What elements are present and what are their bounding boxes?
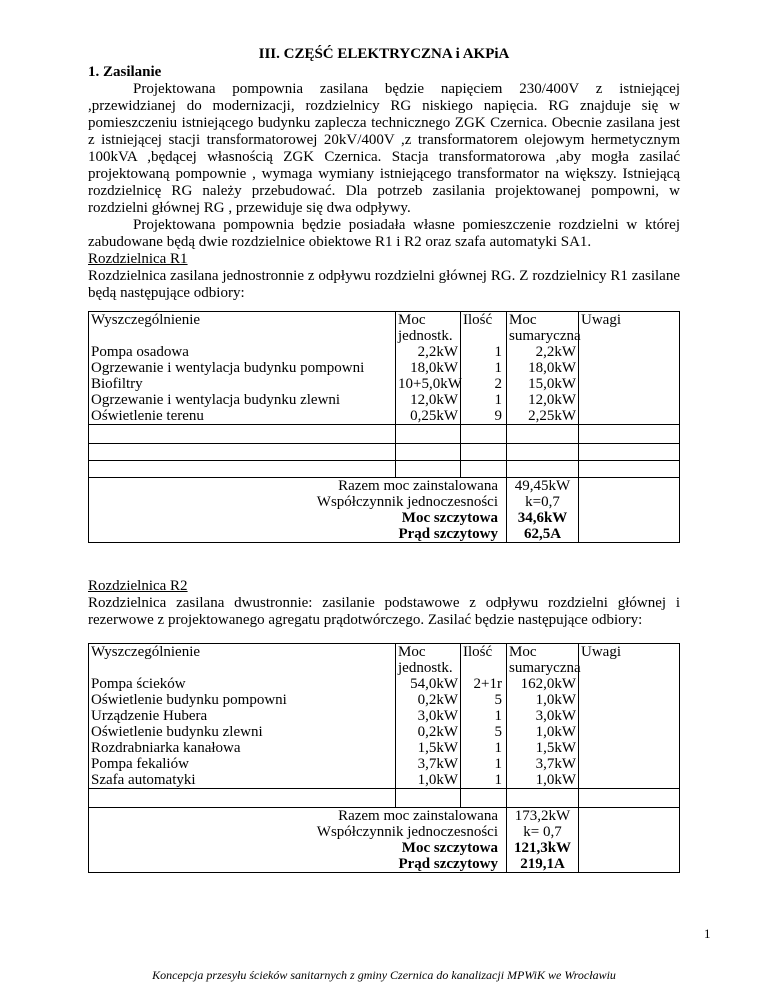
page-title: III. CZĘŚĆ ELEKTRYCZNA i AKPiA xyxy=(258,46,510,62)
r2-summary-row xyxy=(89,808,680,873)
r1-header-uwagi: Uwagi xyxy=(581,312,621,328)
r2-sum-2: 3,0kW xyxy=(535,708,576,724)
r1-summary-labels xyxy=(89,478,507,543)
r2-ilosc-6: 1 xyxy=(494,772,502,788)
r2-ilosc-5: 1 xyxy=(494,756,502,772)
r1-moc-cell xyxy=(396,312,461,425)
r2-header-sum-2: sumaryczna xyxy=(509,660,581,676)
r1-name-cell xyxy=(89,312,396,425)
r1-ilosc-cell xyxy=(461,312,507,425)
r1-prad-value: 62,5A xyxy=(523,526,562,542)
r1-moc-4: 0,25kW xyxy=(410,408,458,424)
r2-name-2: Urządzenie Hubera xyxy=(91,708,208,724)
page-footer: Koncepcja przesyłu ścieków sanitarnych z gminy Czernica do kanalizacji MPWiK we Wrocławiu xyxy=(152,968,616,982)
r1-ilosc-3: 1 xyxy=(494,392,502,408)
r2-sum-0: 162,0kW xyxy=(520,676,576,692)
r2-sum-5: 3,7kW xyxy=(535,756,576,772)
r2-ilosc-1: 5 xyxy=(494,692,502,708)
r2-szczyt-value: 121,3kW xyxy=(513,840,572,856)
r2-moc-4: 1,5kW xyxy=(417,740,458,756)
r2-header-name: Wyszczególnienie xyxy=(91,644,201,660)
r2-ilosc-3: 5 xyxy=(494,724,502,740)
r2-wsp-value: k= 0,7 xyxy=(523,824,562,840)
r1-szczyt-value: 34,6kW xyxy=(517,510,568,526)
r1-header-ilosc: Ilość xyxy=(463,312,493,328)
r1-razem-label: Razem moc zainstalowana xyxy=(338,478,498,494)
r1-ilosc-4: 9 xyxy=(494,408,502,424)
r2-header-sum-1: Moc xyxy=(509,644,537,660)
r1-name-0: Pompa osadowa xyxy=(91,344,189,360)
r2-summary-values xyxy=(507,808,579,873)
r2-moc-6: 1,0kW xyxy=(417,772,458,788)
r2-moc-2: 3,0kW xyxy=(417,708,458,724)
r1-name-1: Ogrzewanie i wentylacja budynku pompowni xyxy=(91,360,365,376)
r2-name-3: Oświetlenie budynku zlewni xyxy=(91,724,263,740)
r2-sum-1: 1,0kW xyxy=(535,692,576,708)
r1-description: Rozdzielnica zasilana jednostronnie z odpływu rozdzielni głównej RG. Z rozdzielnicy R1 zasilane będą następujące odbiory: xyxy=(88,268,680,301)
r1-wsp-value: k=0,7 xyxy=(525,494,560,510)
r2-razem-label: Razem moc zainstalowana xyxy=(338,808,498,824)
r2-name-4: Rozdrabniarka kanałowa xyxy=(91,740,241,756)
r2-sum-4: 1,5kW xyxy=(535,740,576,756)
r2-header-moc-2: jednostk. xyxy=(398,660,453,676)
r1-sum-4: 2,25kW xyxy=(528,408,576,424)
r2-name-5: Pompa fekaliów xyxy=(91,756,189,772)
r2-name-6: Szafa automatyki xyxy=(91,772,196,788)
r2-name-cell xyxy=(89,644,396,789)
r1-moc-2: 10+5,0kW xyxy=(398,376,462,392)
r2-table xyxy=(88,643,680,873)
r1-main-row xyxy=(89,312,680,425)
paragraph-rooms: Projektowana pompownia będzie posiadała własne pomieszczenie rozdzielni w której zabudowane będą dwie rozdzielnice obiektowe R1 i R2 oraz szafa automatyki SA1. xyxy=(88,217,680,250)
r1-moc-0: 2,2kW xyxy=(417,344,458,360)
r2-ilosc-2: 1 xyxy=(494,708,502,724)
r2-sum-3: 1,0kW xyxy=(535,724,576,740)
r2-razem-value: 173,2kW xyxy=(514,808,571,824)
r1-ilosc-1: 1 xyxy=(494,360,502,376)
r1-sum-1: 18,0kW xyxy=(528,360,576,376)
r1-table xyxy=(88,311,680,543)
r1-header-sum-2: sumaryczna xyxy=(509,328,581,344)
r1-ilosc-0: 1 xyxy=(494,344,502,360)
r2-heading: Rozdzielnica R2 xyxy=(88,578,188,594)
r1-sum-2: 15,0kW xyxy=(528,376,576,392)
r2-moc-0: 54,0kW xyxy=(410,676,458,692)
r1-header-moc-2: jednostk. xyxy=(398,328,453,344)
r1-summary-values xyxy=(507,478,579,543)
r1-moc-3: 12,0kW xyxy=(410,392,458,408)
r2-moc-5: 3,7kW xyxy=(417,756,458,772)
r1-prad-label: Prąd szczytowy xyxy=(398,526,498,542)
r2-name-1: Oświetlenie budynku pompowni xyxy=(91,692,287,708)
r1-name-3: Ogrzewanie i wentylacja budynku zlewni xyxy=(91,392,341,408)
r1-header-moc-1: Moc xyxy=(398,312,426,328)
r1-moc-1: 18,0kW xyxy=(410,360,458,376)
r1-ilosc-2: 2 xyxy=(494,376,502,392)
r2-header-ilosc: Ilość xyxy=(463,644,493,660)
r1-szczyt-label: Moc szczytowa xyxy=(401,510,498,526)
r2-main-row xyxy=(89,644,680,789)
r1-header-sum-1: Moc xyxy=(509,312,537,328)
r2-sum-6: 1,0kW xyxy=(535,772,576,788)
r2-moc-3: 0,2kW xyxy=(417,724,458,740)
page-number: 1 xyxy=(704,926,711,941)
section-heading: 1. Zasilanie xyxy=(88,64,162,80)
r2-header-moc-1: Moc xyxy=(398,644,426,660)
r2-prad-label: Prąd szczytowy xyxy=(398,856,498,872)
r2-moc-1: 0,2kW xyxy=(417,692,458,708)
r1-sum-3: 12,0kW xyxy=(528,392,576,408)
r2-header-uwagi: Uwagi xyxy=(581,644,621,660)
r2-uwagi-cell xyxy=(579,644,680,789)
r1-sum-cell xyxy=(507,312,579,425)
r2-moc-cell xyxy=(396,644,461,789)
r2-ilosc-4: 1 xyxy=(494,740,502,756)
r1-name-4: Oświetlenie terenu xyxy=(91,408,204,424)
r1-name-2: Biofiltry xyxy=(91,376,143,392)
r1-razem-value: 49,45kW xyxy=(514,478,571,494)
r2-wsp-label: Współczynnik jednoczesności xyxy=(316,824,498,840)
r1-header-name: Wyszczególnienie xyxy=(91,312,201,328)
r1-summary-row xyxy=(89,478,680,543)
paragraph-intro: Projektowana pompownia zasilana będzie napięciem 230/400V z istniejącej ,przewidzianej do modernizacji, rozdzielnicy RG niskiego napięcia. RG znajduje się w pomieszczeniu istniejącego budynku zaplecza technicznego ZGK Czernica. Obecnie zasilana jest z istniejącej stacji transformatorowej 20kV/400V ,z transformatorem olejowym hermetycznym 100kVA ,będącej własnością ZGK Czernica. Stacja transformatorowa ,aby mogła zasilać projektowaną pompownie , wymaga wymiany istniejącego transformator na większy. Istniejącą rozdzielnicę RG należy przebudować. Dla potrzeb zasilania projektowanej pompowni, w rozdzielni głównej RG , przewiduje się dwa odpływy. xyxy=(88,81,680,216)
r2-name-0: Pompa ścieków xyxy=(91,676,186,692)
r2-ilosc-0: 2+1r xyxy=(473,676,502,692)
r2-description: Rozdzielnica zasilana dwustronnie: zasilanie podstawowe z odpływu rozdzielni głównej i rezerwowe z projektowanego agregatu prądotwórczego. Zasilać będzie następujące odbiory: xyxy=(88,595,680,628)
r2-summary-labels xyxy=(89,808,507,873)
r1-sum-0: 2,2kW xyxy=(535,344,576,360)
r2-prad-value: 219,1A xyxy=(520,856,565,872)
r2-sum-cell xyxy=(507,644,579,789)
r1-uwagi-cell xyxy=(579,312,680,425)
r1-heading: Rozdzielnica R1 xyxy=(88,251,188,267)
r2-szczyt-label: Moc szczytowa xyxy=(401,840,498,856)
r2-ilosc-cell xyxy=(461,644,507,789)
r1-wsp-label: Współczynnik jednoczesności xyxy=(316,494,498,510)
